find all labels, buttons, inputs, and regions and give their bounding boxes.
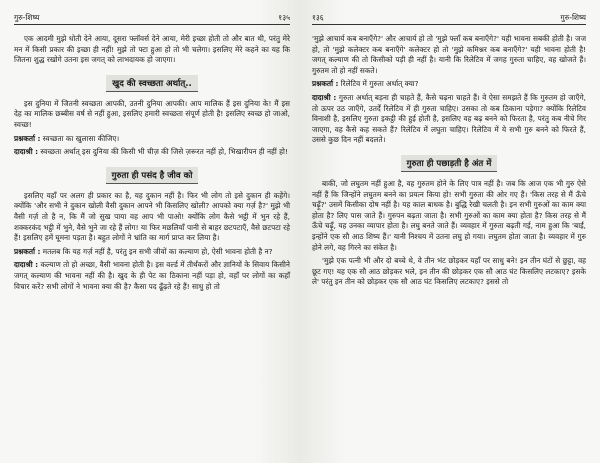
left-answer-2: [14, 260, 290, 292]
answer-text: गुरुता अर्थात् बड़ना ही चाहते हैं, कैसे चढ़ना चाहते हैं। वे ऐसा समझते हैं कि गुरुतम हो जाएँगे, तो ऊपर उठ जाएँगे, उतर्दें रिलेटिव में ही गुरुता चाहिए। उसका तो कब ठिकाना पड़ेगा? क्योंकि रिलेटिव विनाशी है, इसलिए गुरुता इकट्ठी की हुई होती है, इसलिए वह बढ़ बनने को फिरता है, परंतु कब नीचे गिर जाएगा, वह कैसे कह सकते हैं? रिलेटिव में लघुता चाहिए। रिलेटिव में ये सभी गुरु बनने को फिरते हैं, उससे कुछ दिन नहीं बदलते।: [312, 92, 587, 145]
question-text: स्वच्छता का खुलासा कीजिए।: [42, 133, 120, 143]
answer-text: स्वच्छता अर्थात् इस दुनिया की किसी भी चीज़ की जिसे ज़रूरत नहीं हो, भिखारीपन ही नहीं हो!: [40, 147, 288, 157]
left-answer-1: [14, 147, 290, 158]
left-page-number: १३५: [278, 13, 290, 22]
right-running-header: [312, 12, 586, 25]
left-paragraph-2: इस दुनिया में जितनी स्वच्छता आपकी, उतनी दुनिया आपकी। आप मालिक हैं इस दुनिया के! मैं इस देह का मालिक छब्बीस वर्ष से नहीं हुआ, इसलिए हमारी स्वच्छता संपूर्ण होती है! इसलिए स्वच्छ हो जाओ, स्वच्छ!: [14, 98, 290, 129]
right-heading-1-text: गुरुता ही पछाड़ती है अंत में: [401, 155, 498, 172]
left-paragraph-3: इसलिए यहाँ पर अलग ही प्रकार का है, यह दुकान नहीं है। फिर भी लोग तो इसे दुकान ही कहेंगे। क्योंकि 'और सभी ने दुकान खोली वैसी दुकान आपने भी किसलिए खोली? आपको क्या गर्ज़ है?' मुझे भी वैसी गर्ज़ तो है न, कि मैं जो सुख पाया वह आप भी पाओ! क्योंकि लोग कैसे भट्ठी में भुन रहे हैं, शक्करकंद भट्ठी में भुने, वैसे भुने जा रहे हैं लोग! या फिर मछलियाँ पानी से बाहर छटपटाएँ, वैसे छटपटा रहे हैं! इसलिए हमें घूमना पड़ता है। बहुत लोगों ने भ्रांति का मार्ग प्राप्त कर लिया है।: [14, 190, 290, 243]
left-question-1: [14, 134, 290, 145]
dadashri-label: दादाश्री :: [14, 260, 39, 270]
dadashri-label: दादाश्री :: [312, 92, 337, 102]
right-paragraph-3: 'मुझे एक पत्नी भी और दो बच्चे थे, वे तीन भंट छोड़कर यहाँ पर साधु बने! इन तीन घंटों से छुट्टा, वह छूट गए! यह एक सौ आठ छोड़कर भले, इन तीन की छोड़कर एक सौ आठ घंट किसलिए लटकाए? इसके ले' परंतु इन तीन को छोड़कर एक सौ आठ घंट किसलिए लटकाए? इससे तो: [312, 256, 586, 287]
answer-text: कल्याण तो हो अच्छा, वैसी भावना होती है। इस वर्ल्ड में तीर्थंकरों और ज्ञानियों के सिवाय किसीने जगत् कल्याण की भावना नहीं की है। खुद के ही पेट का ठिकाना नहीं पड़ा हो, वहाँ पर लोगों का कहाँ विचार करें? सभी लोगों ने भावना क्या की है? कैसा पद ढूँढ़ते रहे हैं! साधु हो तो: [14, 260, 290, 291]
left-question-2: [14, 247, 290, 258]
left-header-title: गुरु-शिष्य: [14, 13, 40, 22]
question-text: रिलेटिव में गुरुता अर्थात् क्या?: [340, 79, 419, 89]
left-heading-2-text: गुरुता ही पसंद है जीव को: [106, 167, 199, 184]
right-answer-1: [312, 93, 586, 146]
dadashri-label: दादाश्री :: [14, 147, 39, 157]
right-heading-1: [312, 151, 586, 172]
right-page-number: १३६: [312, 13, 324, 22]
right-paragraph-2: बाकी, जो लघुतम नहीं हुआ है, वह गुरुतम होने के लिए पात्र नहीं है। जब कि आज एक भी गुरु ऐसे नहीं हैं कि जिन्होंने लघुतम बनने का प्रयत्न किया हो! सभी गुरुता की ओर गए हैं। 'किस तरह से मैं ऊँचे चढ़ूँ?' उसमें किसीका दोष नहीं है। यह काल बाधक है। बुद्धि रेखी चलती है। इन सभी गुरुओं का काम क्या होता है? लिए पास जाते हैं। गुरुपन बढ़ता जाता है। सभी गुरुओं का काम क्या होता है? किस तरह से मैं ऊँचे चढ़ूँ, यह उनका व्यापार होता है। लघु बनते जाते हैं। व्यवहार में गुरुता बढ़ती गई, नाम हुआ कि 'बाईं, इन्होंने एक सौ आठ शिष्य हैं।' यानी निश्चय में उतना लघु हो गया। लघुतम होता जाता है। व्यवहार में गुरु होने लगे, वह गिरने का संकेत है।: [312, 178, 586, 252]
left-heading-1-text: खुद की स्वच्छता अर्थात्..: [106, 75, 198, 92]
right-page: [300, 0, 600, 463]
left-running-header: [14, 12, 290, 25]
left-paragraph-1: एक आदमी मुझे धोती देने आया, दूसरा फ्लॉवर्स देने आया, मेरी इच्छा होती तो और बात थी, परंतु मेरे मन में किसी प्रकार की इच्छा ही नहीं! मुझे तो फ्टा हुआ हो तो भी चलेगा। इसलिए मेरे कहने का यह कि जितना शुद्ध रखोगे उतना इस जगत् को लाभदायक हो जाएगा।: [14, 34, 290, 65]
questioner-label: प्रश्नकर्ता :: [14, 246, 41, 256]
left-heading-1: [14, 71, 290, 92]
left-heading-2: [14, 163, 290, 184]
questioner-label: प्रश्नकर्ता :: [14, 133, 41, 143]
right-header-title: गुरु-शिष्य: [560, 13, 586, 22]
question-text: मतलब कि यह गर्ज़ नहीं है, परंतु इन सभी जीवों का कल्याण हो, ऐसी भावना होती है न?: [42, 246, 273, 256]
questioner-label: प्रश्नकर्ता :: [312, 79, 339, 89]
right-question-1: [312, 79, 586, 90]
right-paragraph-1: 'मुझे आचार्य कब बनाएँगे?' और आचार्य हो तो 'मुझे फ्लाँ कब बनाएँगे?' यही भावना सबकी होती है। जज हो, तो 'मुझे कलेक्टर कब बनाएँगे' कलेक्टर हो तो 'मुझे कमिश्नर कब बनाएँगे?' यही भावना होती है! जगत् कल्याण की तो किसीको पड़ी ही नहीं है। यानी कि रिलेटिव में जगह गुरुता चाहिए, वह खोजते हैं। गुरुतम तो हो नहीं सकते।: [312, 34, 586, 75]
